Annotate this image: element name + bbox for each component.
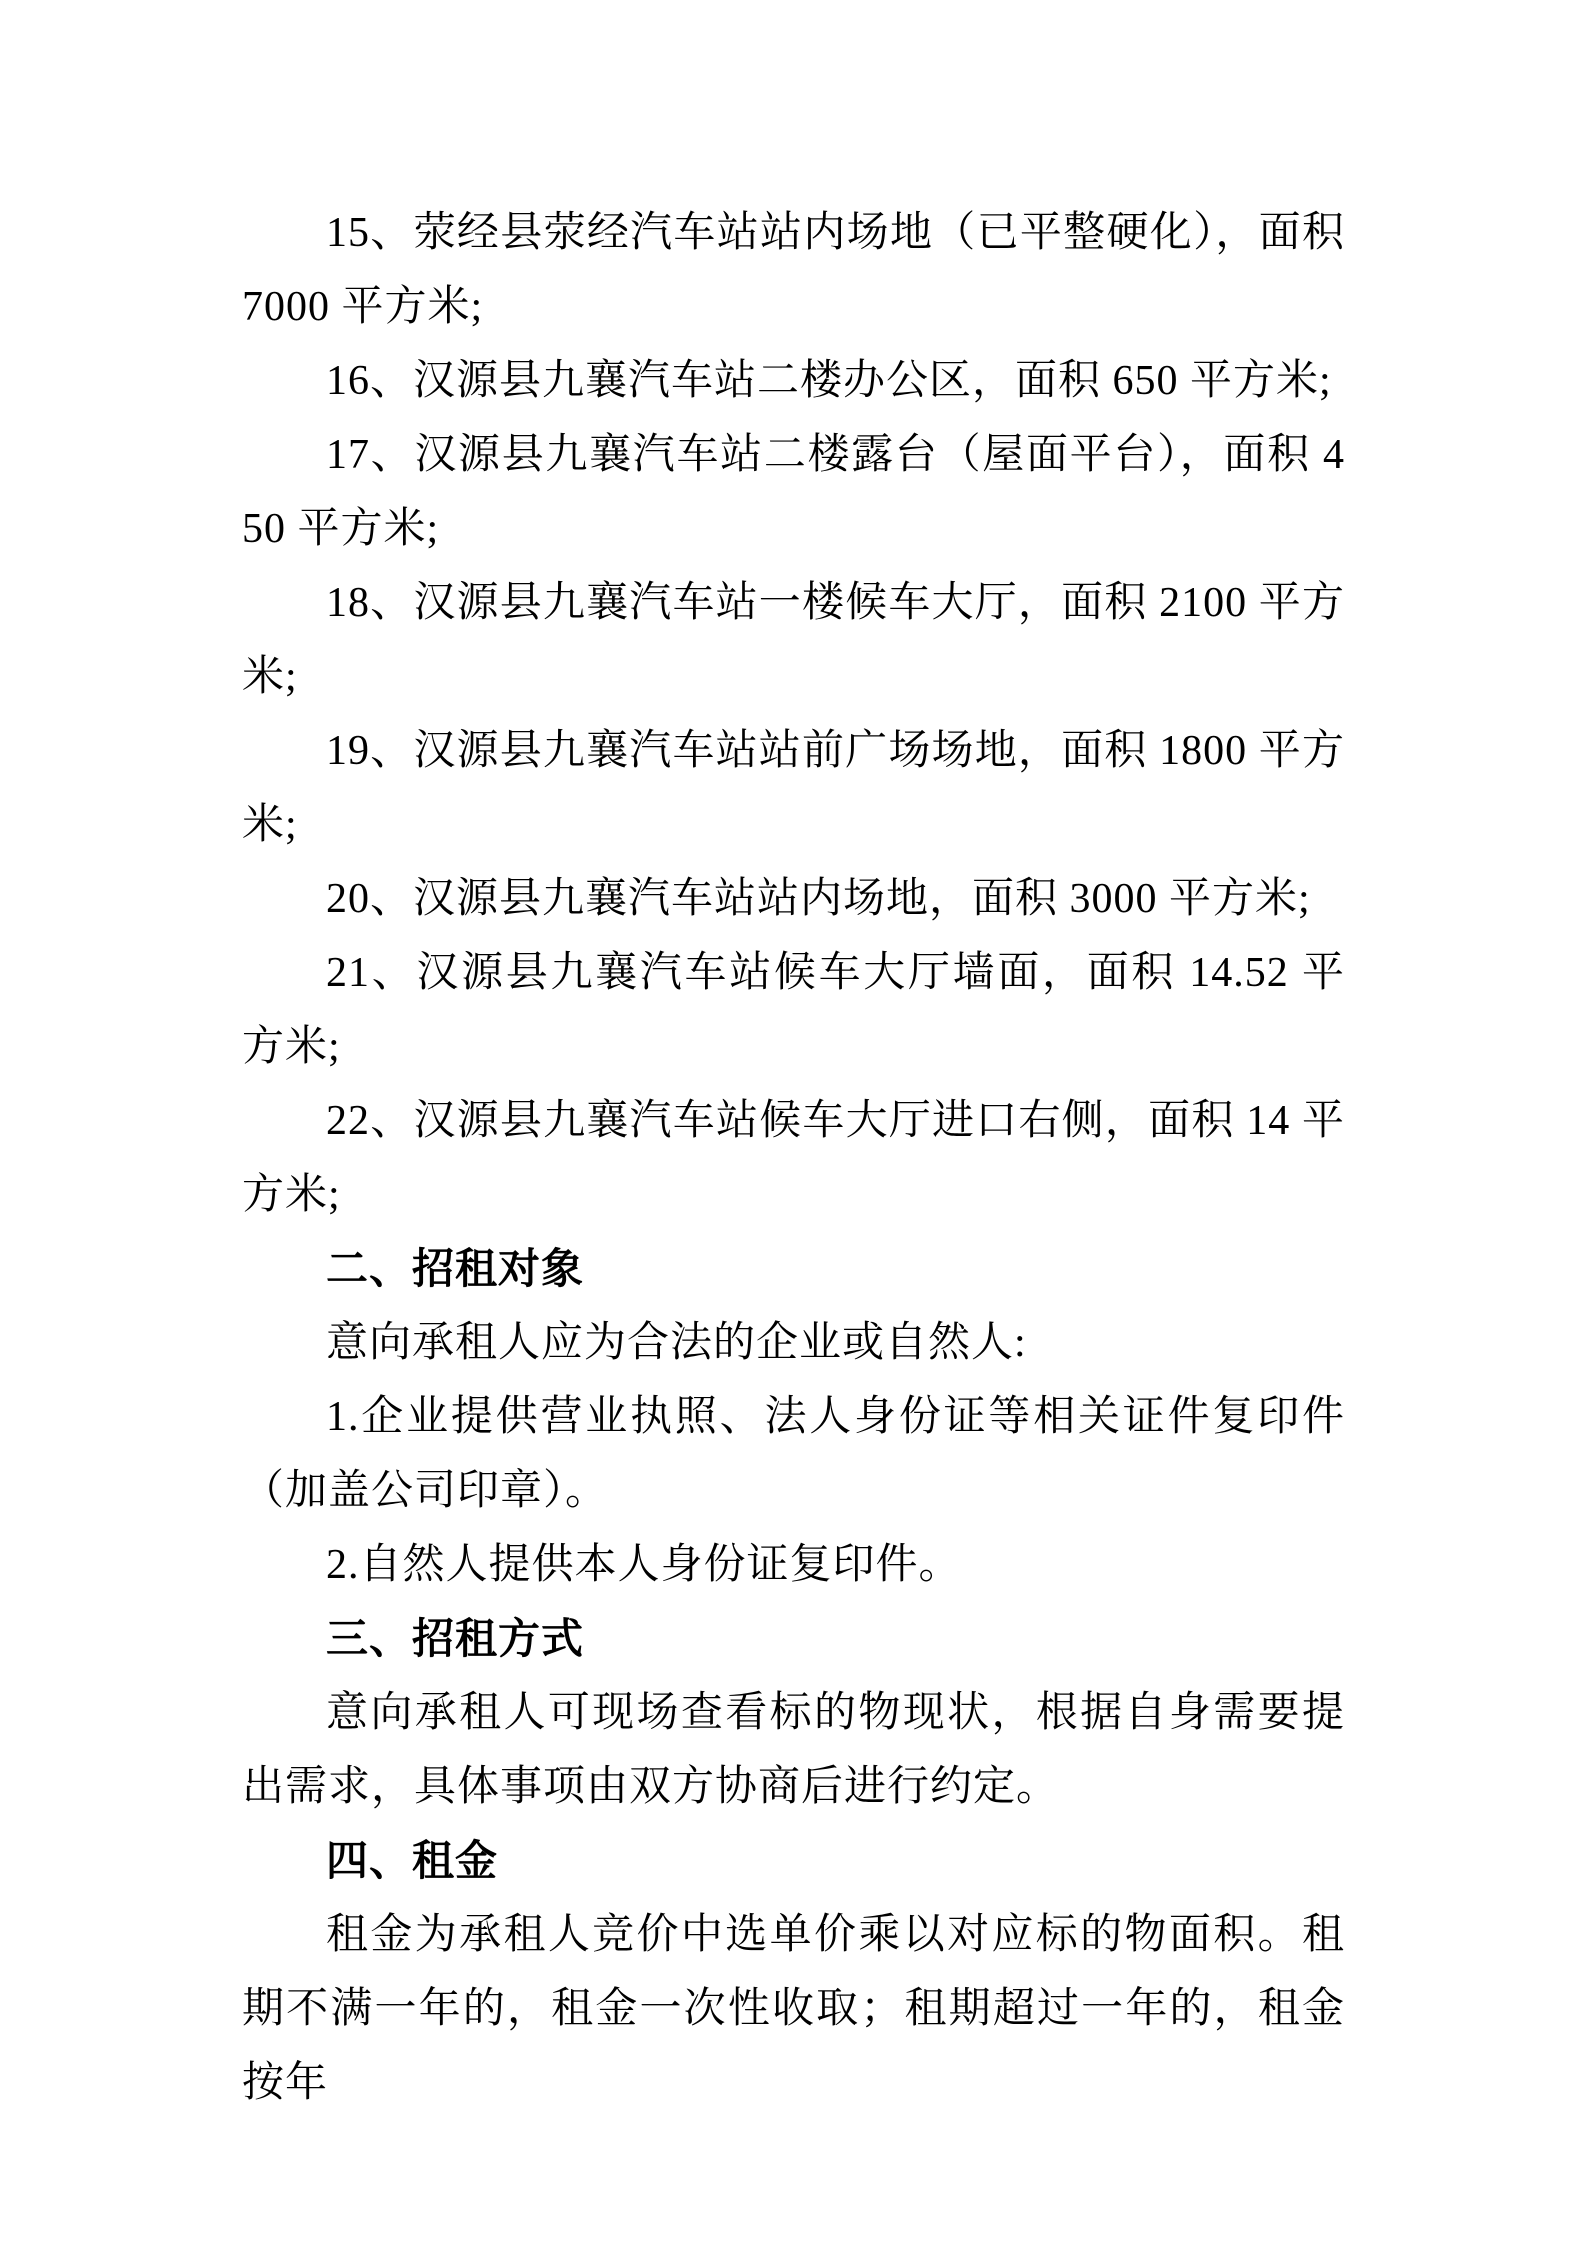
lease-item-19: 19、汉源县九襄汽车站站前广场场地，面积 1800 平方米;: [242, 728, 1345, 848]
paragraph-rental-method: 意向承租人可现场查看标的物现状，根据自身需要提出需求，具体事项由双方协商后进行约定。: [242, 1690, 1345, 1810]
lease-item-17: 17、汉源县九襄汽车站二楼露台（屋面平台），面积 450 平方米;: [242, 432, 1345, 552]
lease-item-16: 16、汉源县九襄汽车站二楼办公区，面积 650 平方米;: [326, 358, 1332, 404]
section-heading-rent: 四、租金: [326, 1837, 499, 1884]
lease-item-18: 18、汉源县九襄汽车站一楼候车大厅，面积 2100 平方米;: [242, 580, 1345, 700]
lease-item-22: 22、汉源县九襄汽车站候车大厅进口右侧，面积 14 平方米;: [242, 1098, 1345, 1218]
lease-item-21: 21、汉源县九襄汽车站候车大厅墙面，面积 14.52 平方米;: [242, 950, 1345, 1070]
paragraph-eligibility-company: 1.企业提供营业执照、法人身份证等相关证件复印件（加盖公司印章）。: [242, 1394, 1345, 1514]
lease-item-15: 15、荥经县荥经汽车站站内场地（已平整硬化），面积 7000 平方米;: [242, 210, 1345, 330]
paragraph-eligibility-person: 2.自然人提供本人身份证复印件。: [326, 1542, 962, 1588]
paragraph-rent-terms: 租金为承租人竞价中选单价乘以对应标的物面积。租期不满一年的，租金一次性收取；租期超过一年的，租金按年: [242, 1912, 1345, 2106]
section-heading-rental-method: 三、招租方式: [326, 1615, 585, 1662]
section-heading-rental-target: 二、招租对象: [326, 1245, 585, 1292]
lease-item-20: 20、汉源县九襄汽车站站内场地，面积 3000 平方米;: [326, 876, 1311, 922]
paragraph-eligibility-intro: 意向承租人应为合法的企业或自然人:: [326, 1320, 1027, 1366]
document-body: [242, 196, 1345, 2120]
